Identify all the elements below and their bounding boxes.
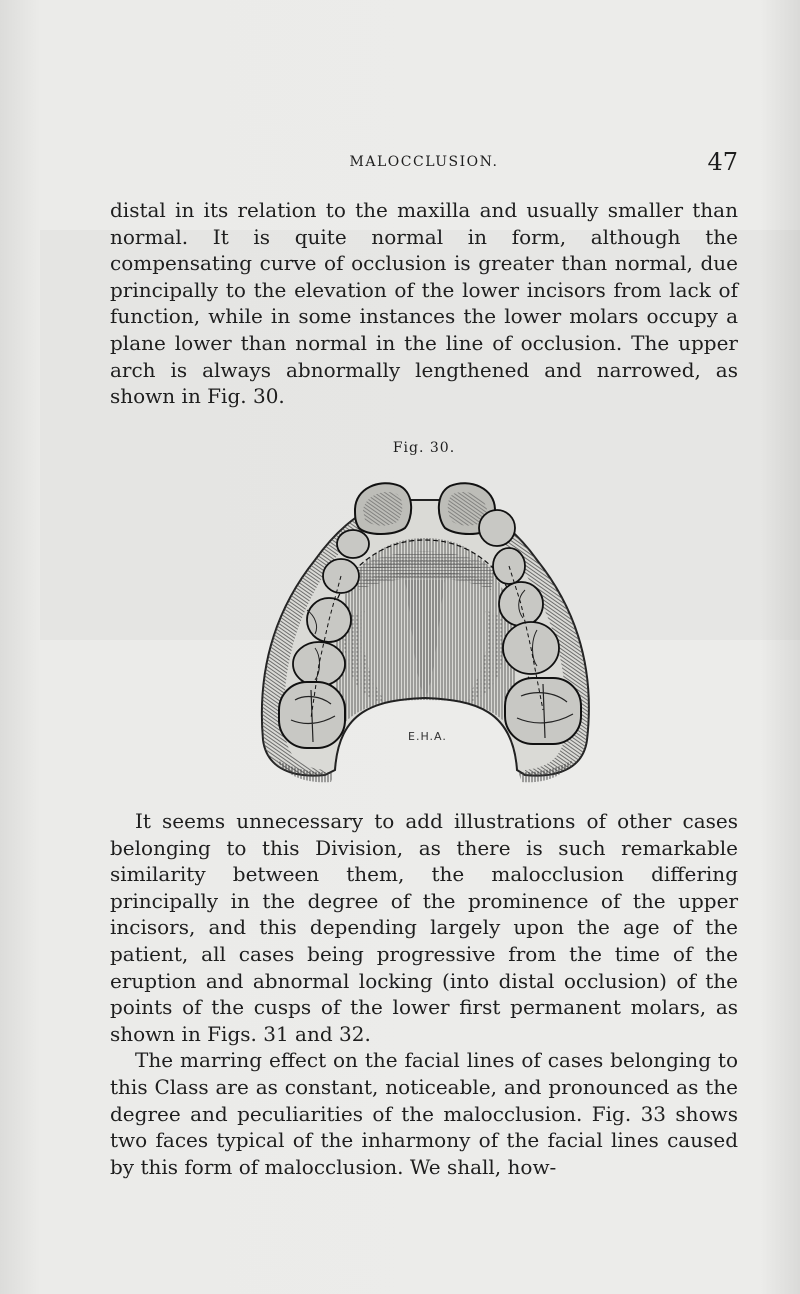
figure-label: Fig. 30. <box>392 440 456 456</box>
running-head <box>110 148 738 182</box>
running-title: MALOCCLUSION. <box>349 154 499 170</box>
paragraph: The marring effect on the facial lines of cases belonging to this Class are as constant, noticeable, and pronounced as the degree and peculiarities of the malocclusion. Fig. 33 shows two faces typical of the inharmony of the facial lines caused by this form of malocclusion. We shall, how- <box>110 1048 738 1179</box>
body-text-bottom <box>110 808 738 1180</box>
dental-arch-illustration <box>255 470 595 785</box>
paragraph: It seems unnecessary to add illustrations of other cases belonging to this Division, as there is such remarkable similarity between them, the malocclusion differing principally in the degree of the prominence of the upper incisors, and this depending largely upon the age of the patient, all cases being progressive from the time of the eruption and abnormal locking (into distal occlusion) of the points of the cusps of the lower first permanent molars, as shown in Figs. 31 and 32. <box>110 809 738 1046</box>
paragraph: distal in its relation to the maxilla and usually smaller than normal. It is quite normal in form, although the compensating curve of occlusion is greater than normal, due principally to the elevation of the lower incisors from lack of function, while in some instances the lower molars occupy a plane lower than normal in the line of occlusion. The upper arch is always abnormally lengthened and narrowed, as shown in Fig. 30. <box>110 198 738 409</box>
illustrator-signature: E.H.A. <box>408 730 447 743</box>
page-number: 47 <box>707 148 738 176</box>
body-text-top <box>110 197 738 410</box>
dental-arch-figure <box>255 470 595 785</box>
